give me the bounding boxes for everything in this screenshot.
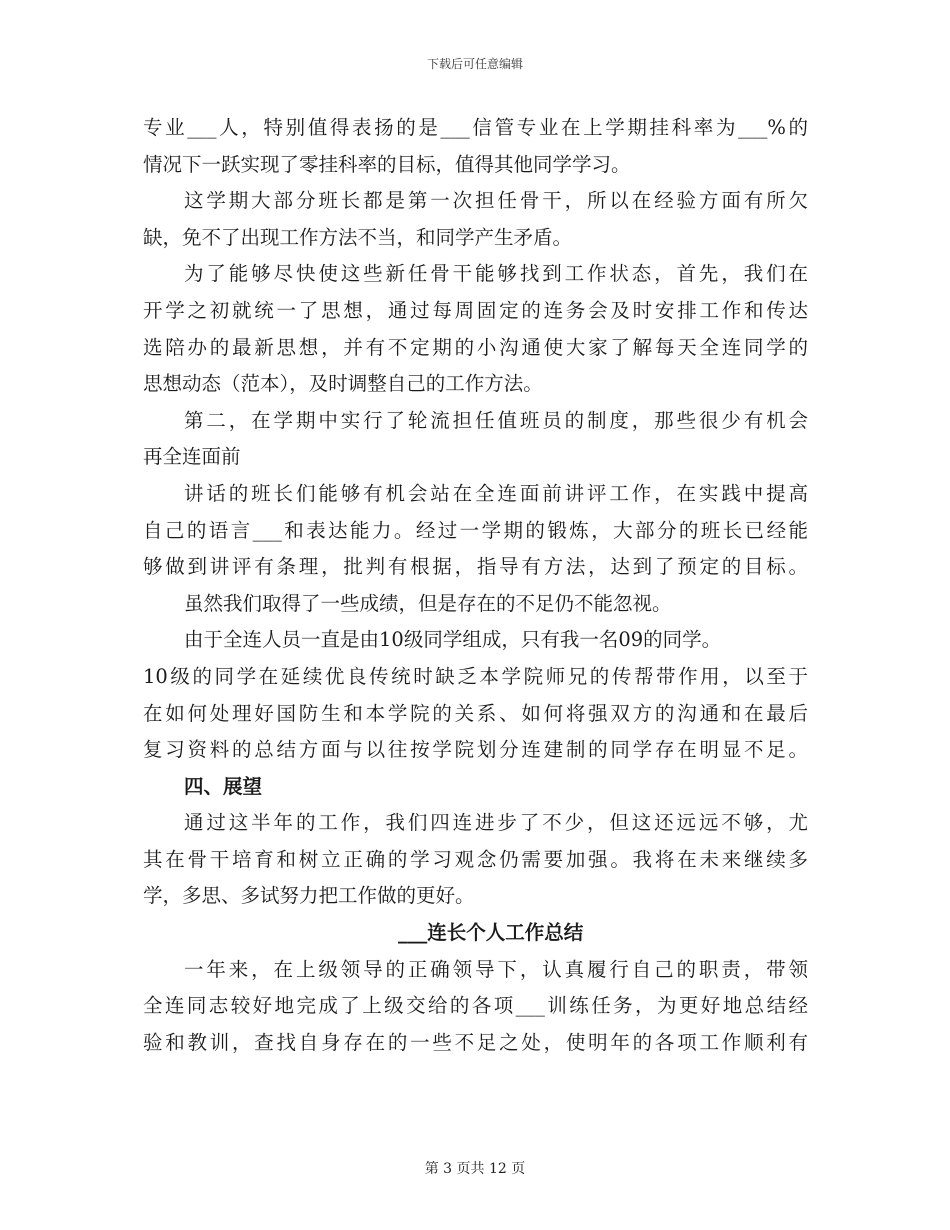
body-line: 10级的同学在延续优良传统时缺乏本学院师兄的传帮带作用，以至于 [143, 664, 808, 688]
body-line: 自己的语言___和表达能力。经过一学期的锻炼，大部分的班长已经能 [143, 518, 808, 542]
body-line: 一年来，在上级领导的正确领导下，认真履行自己的职责，带领 [184, 957, 808, 981]
section-title: ___连长个人工作总结 [398, 921, 584, 945]
body-line: 思想动态（范本），及时调整自己的工作方法。 [143, 372, 543, 396]
body-line: 复习资料的总结方面与以往按学院划分连建制的同学存在明显不足。 [143, 738, 808, 762]
body-line: 专业___人，特别值得表扬的是___信管专业在上学期挂科率为___%的 [143, 116, 808, 139]
body-line: 够做到讲评有条理，批判有根据，指导有方法，达到了预定的目标。 [143, 555, 808, 579]
body-line: 再全连面前 [143, 445, 241, 469]
body-line: 为了能够尽快使这些新任骨干能够找到工作状态，首先，我们在 [184, 262, 808, 286]
body-line: 全连同志较好地完成了上级交给的各项___训练任务，为更好地总结经 [143, 994, 808, 1018]
document-body [143, 110, 808, 1061]
page-header: 下载后可任意编辑 [426, 57, 523, 71]
body-line: 通过这半年的工作，我们四连进步了不少，但这还远远不够，尤 [184, 811, 808, 835]
body-line: 学，多思、多试努力把工作做的更好。 [143, 884, 475, 908]
body-line: 验和教训，查找自身存在的一些不足之处，使明年的各项工作顺利有 [143, 1030, 808, 1054]
body-line: 讲话的班长们能够有机会站在全连面前讲评工作，在实践中提高 [184, 481, 808, 505]
body-line: 情况下一跃实现了零挂科率的目标，值得其他同学学习。 [143, 152, 631, 176]
body-line: 开学之初就统一了思想，通过每周固定的连务会及时安排工作和传达 [143, 298, 808, 322]
body-line: 由于全连人员一直是由10级同学组成，只有我一名09的同学。 [184, 628, 722, 652]
body-line: 这学期大部分班长都是第一次担任骨干，所以在经验方面有所欠 [184, 189, 808, 213]
body-line: 在如何处理好国防生和本学院的关系、如何将强双方的沟通和在最后 [143, 701, 808, 725]
body-line: 选陪办的最新思想，并有不定期的小沟通使大家了解每天全连同学的 [143, 335, 808, 359]
page-number: 第 3 页共 12 页 [424, 1161, 526, 1177]
body-line: 缺，免不了出现工作方法不当，和同学产生矛盾。 [143, 225, 573, 249]
body-line: 虽然我们取得了一些成绩，但是存在的不足仍不能忽视。 [184, 591, 672, 615]
section-heading: 四、展望 [184, 774, 263, 798]
body-line: 第二，在学期中实行了轮流担任值班员的制度，那些很少有机会 [184, 408, 808, 432]
body-line: 其在骨干培育和树立正确的学习观念仍需要加强。我将在未来继续多 [143, 847, 808, 871]
